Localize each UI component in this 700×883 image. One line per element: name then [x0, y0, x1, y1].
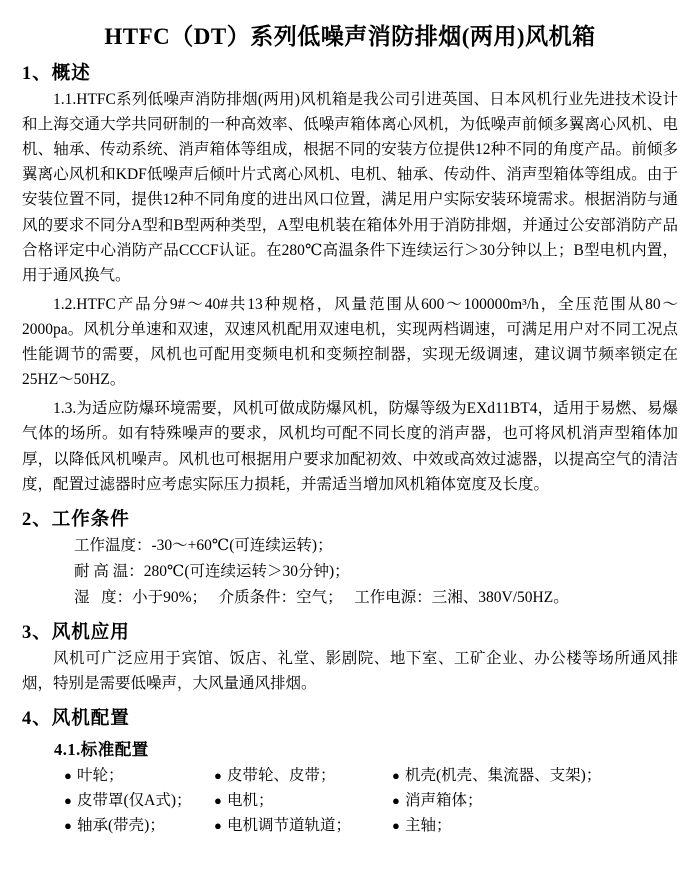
section-title: 风机应用 — [51, 623, 130, 644]
bullet-icon: ● — [214, 793, 222, 809]
config-list — [22, 764, 678, 838]
condition-line: 工作温度：-30～+60℃(可连续运转)； — [74, 536, 333, 554]
paragraph: 1.2.HTFC产品分9#～40#共13种规格，风量范围从600～100000m³/h，全压范围从80～2000pa。风机分单速和双速，双速风机配用双速电机，实现两档调速，可满足用户对不同工况点性能调节的需要，风机也可配用变频电机和变频控制器，实现无级调速，建议调节频率锁定在25HZ～50HZ。 — [22, 295, 678, 389]
section-number: 4、 — [22, 709, 52, 730]
section-configuration — [22, 704, 678, 838]
config-item-label: 电机调节道轨道； — [227, 816, 352, 834]
bullet-icon: ● — [214, 768, 222, 784]
section-heading-application — [22, 618, 678, 644]
condition-line: 耐 高 温：280℃(可连续运转＞30分钟)； — [74, 562, 350, 580]
config-row — [64, 789, 678, 814]
config-item — [214, 764, 392, 789]
config-row — [64, 814, 678, 839]
condition-line: 湿 度：小于90%； 介质条件：空气； 工作电源：三湘、380V/50HZ。 — [74, 588, 569, 606]
config-item — [392, 789, 652, 814]
config-item — [64, 789, 214, 814]
section-title: 风机配置 — [51, 709, 130, 730]
config-item — [64, 764, 214, 789]
bullet-icon: ● — [64, 817, 72, 833]
bullet-icon: ● — [392, 793, 400, 809]
config-item — [392, 814, 652, 839]
section-heading-working-conditions — [22, 505, 678, 531]
paragraph: 1.3.为适应防爆环境需要，风机可做成防爆风机，防爆等级为EXd11BT4，适用于易燃、易爆气体的场所。如有特殊噪声的要求，风机均可配不同长度的消声器，也可将风机消声型箱体加厚，以降低风机噪声。风机也可根据用户要求加配初效、中效或高效过滤器，以提高空气的清洁度，配置过滤器时应考虑实际压力损耗，并需适当增加风机箱体宽度及长度。 — [22, 400, 678, 493]
section-overview — [22, 59, 678, 497]
bullet-icon: ● — [214, 817, 222, 833]
section-heading-configuration — [22, 704, 678, 730]
section-number: 1、 — [22, 64, 52, 84]
bullet-icon: ● — [64, 768, 72, 784]
config-item-label: 轴承(带壳)； — [77, 816, 165, 834]
config-item-label: 消声箱体； — [405, 792, 483, 810]
section-heading-overview — [22, 59, 678, 85]
config-row — [64, 764, 678, 789]
config-item-label: 机壳(机壳、集流器、支架)； — [405, 767, 602, 785]
config-item-label: 叶轮； — [77, 767, 124, 785]
section-application — [22, 618, 678, 696]
config-item-label: 电机； — [227, 792, 274, 810]
config-item-label: 主轴； — [405, 816, 452, 834]
subsection-heading-standard-config: 4.1.标准配置 — [54, 740, 149, 760]
config-item — [214, 814, 392, 839]
section-title: 工作条件 — [51, 509, 130, 530]
config-item — [214, 789, 392, 814]
paragraph: 风机可广泛应用于宾馆、饭店、礼堂、影剧院、地下室、工矿企业、办公楼等场所通风排烟，特别是需要低噪声，大风量通风排烟。 — [22, 650, 678, 693]
section-number: 2、 — [22, 509, 52, 530]
bullet-icon: ● — [392, 817, 400, 833]
bullet-icon: ● — [392, 768, 400, 784]
section-number: 3、 — [22, 623, 52, 644]
config-item — [64, 814, 214, 839]
section-title: 概述 — [51, 64, 91, 84]
config-item — [392, 764, 652, 789]
section-working-conditions — [22, 505, 678, 610]
bullet-icon: ● — [64, 793, 72, 809]
config-item-label: 皮带轮、皮带； — [227, 767, 336, 785]
page-title: HTFC（DT）系列低噪声消防排烟(两用)风机箱 — [104, 24, 596, 49]
config-item-label: 皮带罩(仅A式)； — [77, 792, 192, 810]
paragraph: 1.1.HTFC系列低噪声消防排烟(两用)风机箱是我公司引进英国、日本风机行业先进技术设计和上海交通大学共同研制的一种高效率、低噪声箱体离心风机，为低噪声前倾多翼离心风机、电机、轴承、传动系统、消声箱体等组成，根据不同的安装方位提供12种不同的角度产品。前倾多翼离心风机和KDF低噪声后倾叶片式离心风机、电机、轴承、传动件、消声型箱体等组成。由于安装位置不同，提供12种不同角度的进出风口位置，满足用户实际安装环境需求。根据消防与通风的要求不同分A型和B型两种类型，A型电机装在箱体外用于消防排烟，并通过公安部消防产品合格评定中心消防产品CCCF认证。在280℃高温条件下连续运行＞30分钟以上；B型电机内置，用于通风换气。 — [22, 91, 678, 284]
